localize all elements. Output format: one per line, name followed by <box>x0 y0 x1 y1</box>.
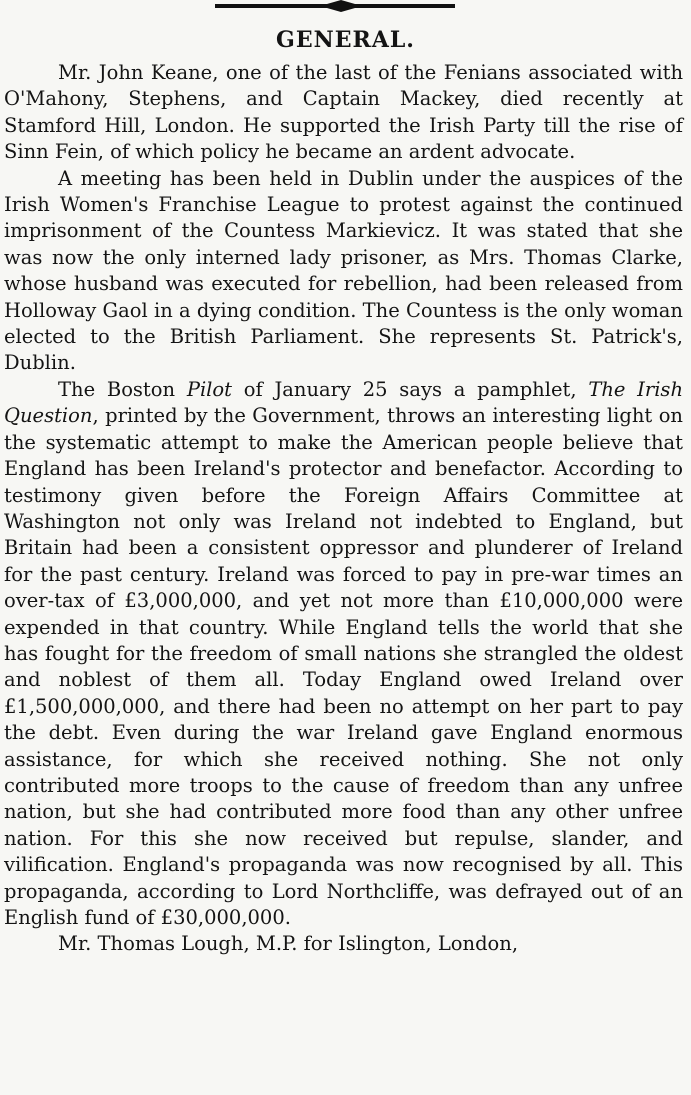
paragraph-keane: Mr. John Keane, one of the last of the Fenians associated with O'Mahony, Stephens, and Captain Mackey, died recently at Stamford Hill, London. He supported the Irish Party till the rise of Sinn Fein, of which policy he became an ardent advocate. <box>4 61 683 164</box>
ornamental-rule <box>215 4 455 8</box>
pamphlet-title: The Irish Question <box>4 377 683 428</box>
article-body <box>4 60 683 958</box>
paragraph-text-part: of January 25 says a pamphlet, <box>232 377 589 401</box>
paragraph-text-part: , printed by the Government, throws an interesting light on the systematic attempt to make the American people believe that England has been Ireland's protector and benefactor. According to testimony given before the Foreign Affairs Committee at Washington not only was Ireland not indebted to England, but Britain had been a consistent oppressor and plunderer of Ireland for the past century. Ireland was forced to pay in pre-war times an over-tax of £3,000,000, and yet not more than £10,000,000 were expended in that country. While England tells the world that she has fought for the freedom of small nations she strangled the oldest and noblest of them all. Today England owed Ireland over £1,500,000,000, and there had been no attempt on her part to pay the debt. Even during the war Ireland gave England enormous assistance, for which she received nothing. She not only contributed more troops to the cause of freedom than any unfree nation, but she had contributed more food than any other unfree nation. For this she now received but repulse, slander, and vilification. England's propaganda was now recognised by all. This propaganda, according to Lord Northcliffe, was defrayed out of an English fund of £30,000,000. <box>4 404 683 929</box>
paragraph-lough: Mr. Thomas Lough, M.P. for Islington, London, <box>58 932 519 956</box>
paragraph-text-part: The Boston <box>58 377 187 401</box>
section-heading: GENERAL. <box>276 27 415 53</box>
paragraph-markievicz: A meeting has been held in Dublin under the auspices of the Irish Women's Franchise League to protest against the continued imprisonment of the Countess Markievicz. It was stated that she was now the only interned lady prisoner, as Mrs. Thomas Clarke, whose husband was executed for rebellion, had been released from Holloway Gaol in a dying condition. The Countess is the only woman elected to the British Parliament. She represents St. Patrick's, Dublin. <box>4 166 683 375</box>
publication-title: Pilot <box>186 377 232 401</box>
paragraph-boston-pilot <box>4 377 683 932</box>
